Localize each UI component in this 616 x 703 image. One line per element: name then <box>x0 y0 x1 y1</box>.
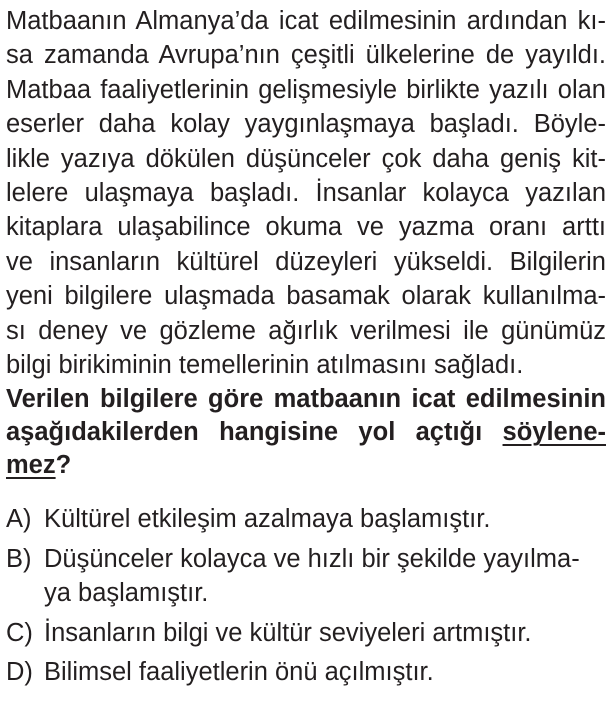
question-stem <box>6 383 606 482</box>
passage-line: likle yazıya dökülen düşünceler çok daha geniş kit- <box>6 144 606 173</box>
answer-options <box>6 502 606 689</box>
negation-underline: söylene- <box>502 418 606 447</box>
question-line-text: aşağıdakilerden hangisine yol açtığı <box>6 418 503 447</box>
passage-line: bilgi birikiminin temellerinin atılmasını sağladı. <box>6 351 524 380</box>
option-text <box>44 502 490 536</box>
passage-line: kitaplara ulaşabilince okuma ve yazma oranı arttı <box>6 213 606 242</box>
option-text <box>44 655 434 689</box>
passage-line: sı deney ve gözleme ağırlık verilmesi ile günümüz <box>6 316 606 345</box>
passage-line: Matbaa faaliyetlerinin gelişmesiyle birlikte yazılı olan <box>6 75 606 104</box>
option-text <box>44 616 532 650</box>
option-c[interactable] <box>6 616 606 650</box>
option-text-line: Düşünceler kolayca ve hızlı bir şekilde yayılma- <box>44 544 580 573</box>
question-line <box>6 416 606 449</box>
option-letter: B) <box>6 544 32 573</box>
option-letter: D) <box>6 658 33 687</box>
question-page <box>6 4 606 695</box>
passage-line: yeni bilgilere ulaşmada basamak olarak kullanılma- <box>6 282 606 311</box>
passage-line: Matbaanın Almanya’da icat edilmesinin ardından kı- <box>6 7 606 35</box>
option-text-line: Kültürel etkileşim azalmaya başlamıştır. <box>44 505 491 534</box>
question-line <box>6 449 606 482</box>
option-letter: A) <box>6 505 32 534</box>
option-text-line: ya başlamıştır. <box>44 579 209 608</box>
option-d[interactable] <box>6 655 606 689</box>
passage-line: ve insanların kültürel düzeyleri yükseldi. Bilgilerin <box>6 247 606 276</box>
option-text-line: Bilimsel faaliyetlerin önü açılmıştır. <box>44 658 434 687</box>
question-mark: ? <box>55 451 72 480</box>
option-b[interactable] <box>6 542 606 611</box>
passage-line: eserler daha kolay yaygınlaşmaya başladı. Böyle- <box>6 110 606 139</box>
option-text <box>44 542 580 611</box>
negation-underline: mez <box>6 451 56 480</box>
question-line: Verilen bilgilere göre matbaanın icat edilmesinin <box>6 385 606 414</box>
option-a[interactable] <box>6 502 606 536</box>
passage-line: sa zamanda Avrupa’nın çeşitli ülkelerine de yayıldı. <box>6 41 606 70</box>
passage-text <box>6 4 606 382</box>
passage-line: lelere ulaşmaya başladı. İnsanlar kolayca yazılan <box>6 179 606 208</box>
option-letter: C) <box>6 618 33 647</box>
option-text-line: İnsanların bilgi ve kültür seviyeleri artmıştır. <box>44 618 532 647</box>
